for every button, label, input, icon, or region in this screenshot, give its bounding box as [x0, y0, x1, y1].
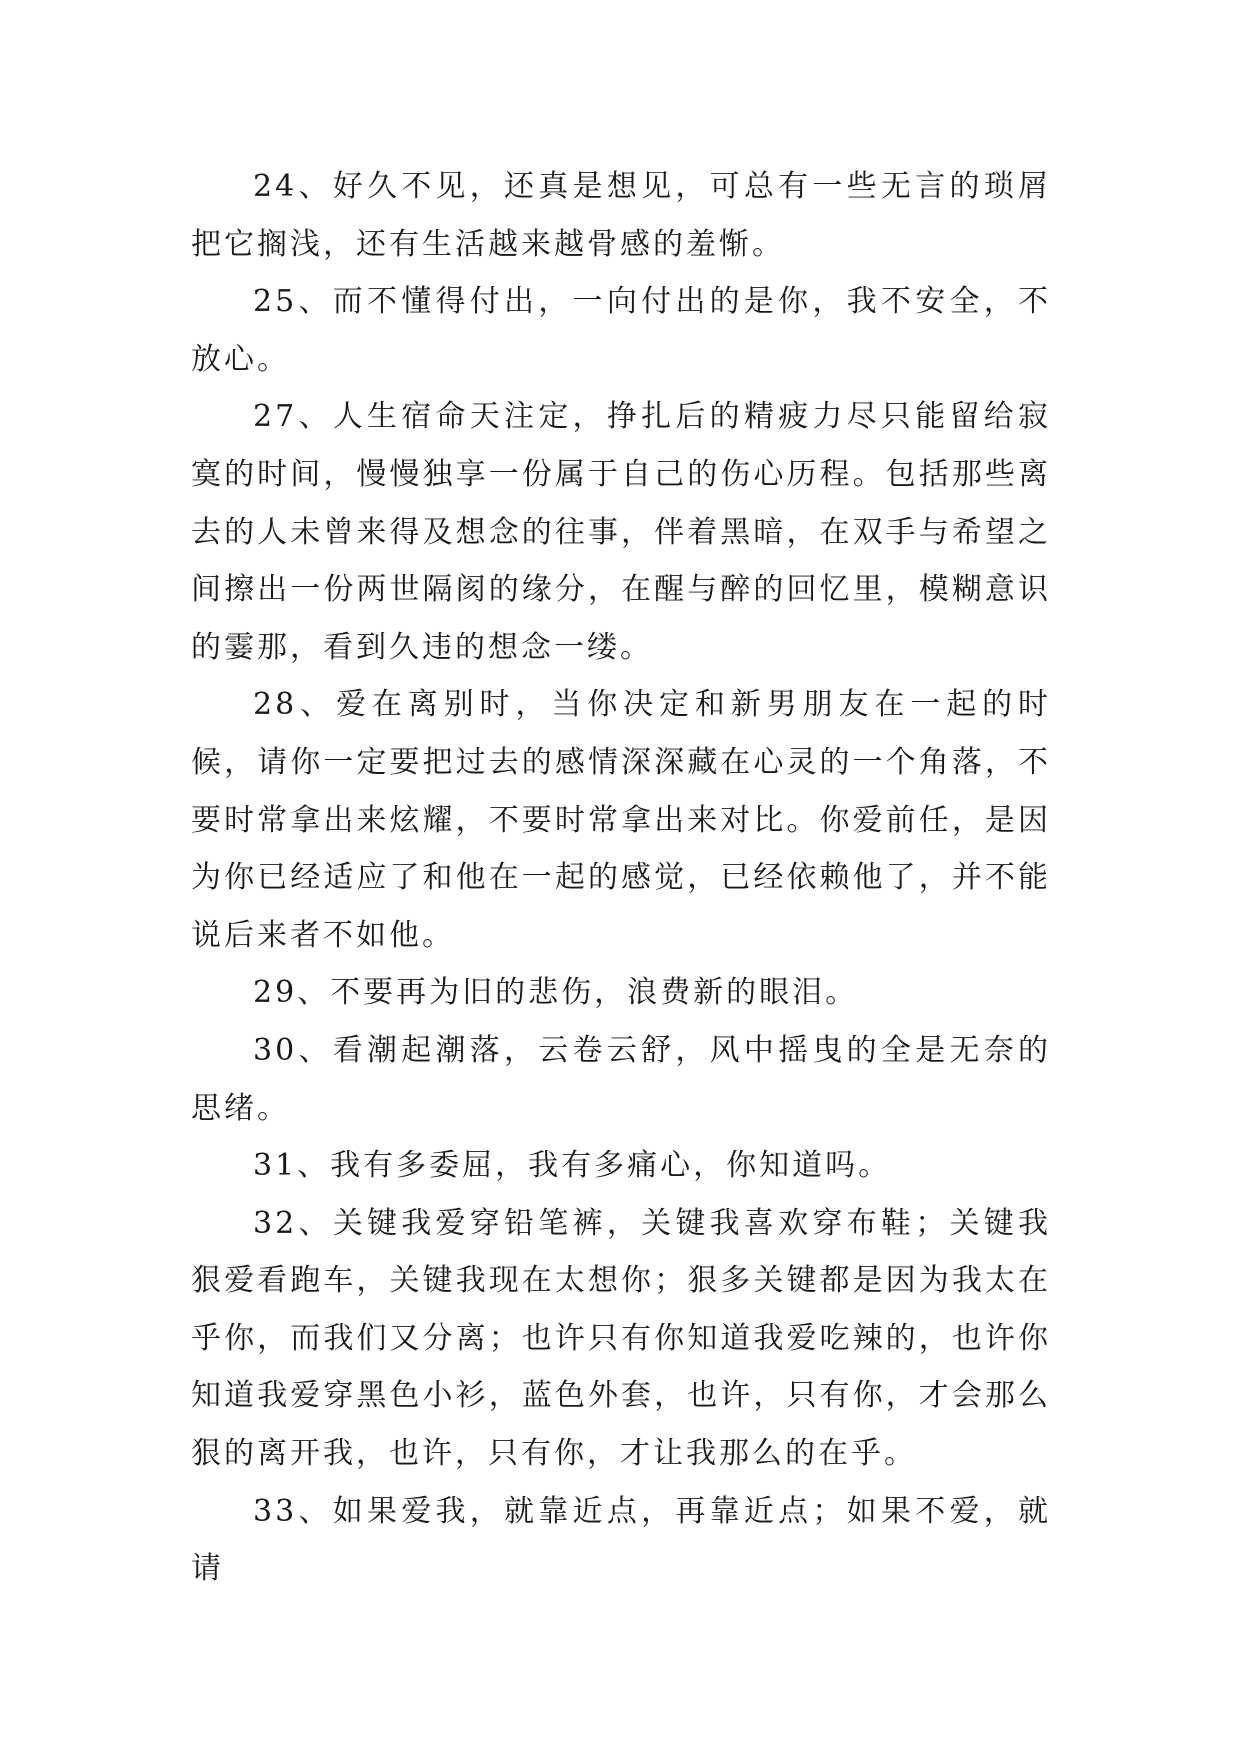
paragraph-33: 33、如果爱我，就靠近点，再靠近点；如果不爱，就请 [191, 1493, 1051, 1587]
paragraph-25: 25、而不懂得付出，一向付出的是你，我不安全，不放心。 [191, 284, 1051, 377]
document-body [191, 158, 1051, 1598]
paragraph-28: 28、爱在离别时，当你决定和新男朋友在一起的时候，请你一定要把过去的感情深深藏在心灵的一个角落，不要时常拿出来炫耀，不要时常拿出来对比。你爱前任，是因为你已经适应了和他在一起的感觉，已经依赖他了，并不能说后来者不如他。 [191, 687, 1051, 953]
paragraph-29: 29、不要再为旧的悲伤，浪费新的眼泪。 [253, 975, 859, 1011]
paragraph-31: 31、我有多委屈，我有多痛心，你知道吗。 [253, 1148, 892, 1184]
paragraph-24: 24、好久不见，还真是想见，可总有一些无言的琐屑把它搁浅，还有生活越来越骨感的羞惭。 [191, 169, 1051, 262]
paragraph-32: 32、关键我爱穿铅笔裤，关键我喜欢穿布鞋；关键我狠爱看跑车，关键我现在太想你；狠多关键都是因为我太在乎你，而我们又分离；也许只有你知道我爱吃辣的，也许你知道我爱穿黑色小衫，蓝色外套，也许，只有你，才会那么狠的离开我，也许，只有你，才让我那么的在乎。 [191, 1205, 1051, 1472]
paragraph-27: 27、人生宿命天注定，挣扎后的精疲力尽只能留给寂寞的时间，慢慢独享一份属于自己的伤心历程。包括那些离去的人未曾来得及想念的往事，伴着黑暗，在双手与希望之间擦出一份两世隔阂的缘分，在醒与醉的回忆里，模糊意识的霎那，看到久违的想念一缕。 [191, 399, 1051, 665]
paragraph-30: 30、看潮起潮落，云卷云舒，风中摇曳的全是无奈的思绪。 [191, 1032, 1051, 1126]
